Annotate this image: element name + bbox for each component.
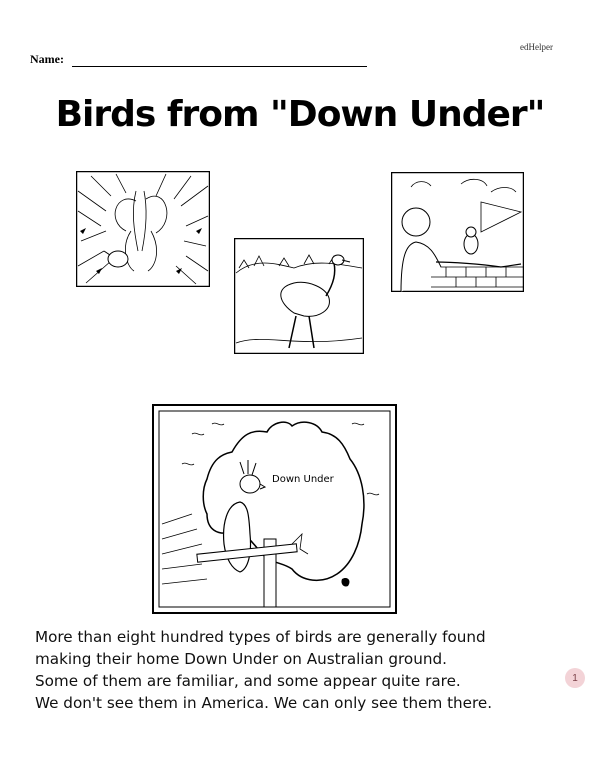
verse-line: More than eight hundred types of birds are generally found xyxy=(35,628,486,646)
name-row xyxy=(30,52,367,67)
map-label: Down Under xyxy=(272,474,334,485)
boy-parrot-illustration xyxy=(391,172,524,292)
verse-line: making their home Down Under on Australian ground. xyxy=(35,650,447,668)
page-title: Birds from "Down Under" xyxy=(55,94,545,135)
lyrebird-illustration xyxy=(76,171,210,287)
verse-line: Some of them are familiar, and some appear quite rare. xyxy=(35,672,461,690)
name-field-line[interactable] xyxy=(72,54,367,67)
name-label: Name: xyxy=(30,52,64,66)
cockatoo-map-illustration xyxy=(152,404,397,614)
verse-text xyxy=(35,626,555,714)
page-number-badge: 1 xyxy=(565,668,585,688)
brand-label: edHelper xyxy=(520,42,553,52)
emu-illustration xyxy=(234,238,364,354)
verse-line: We don't see them in America. We can only see them there. xyxy=(35,694,493,712)
